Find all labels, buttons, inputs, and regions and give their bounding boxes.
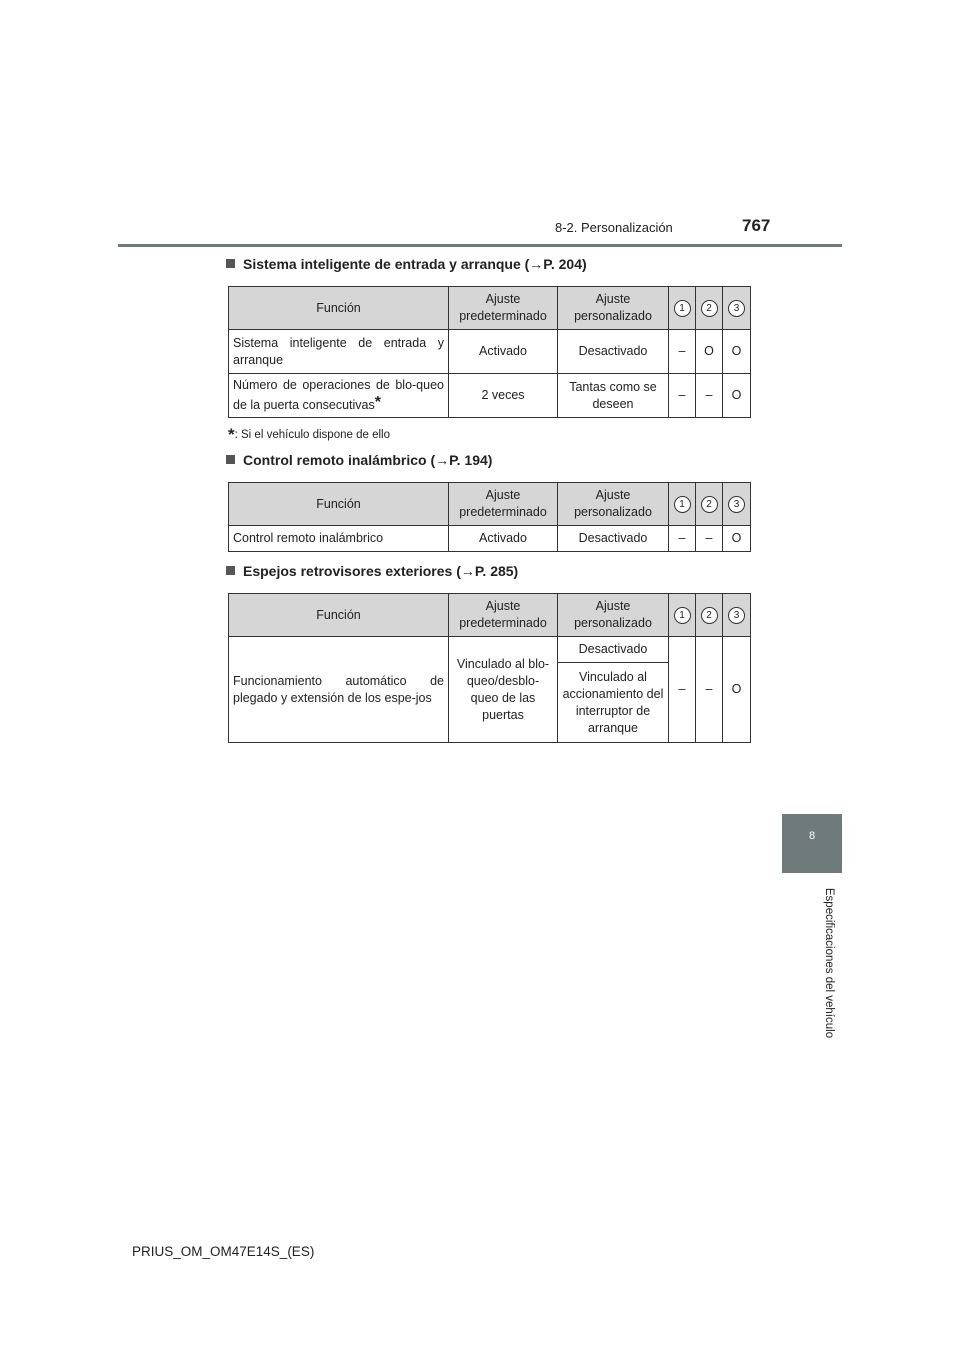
section-heading-espejos [226, 563, 518, 579]
table-header-row [229, 287, 751, 330]
circled-number-1-icon: 1 [674, 607, 691, 624]
section-heading-text: Sistema inteligente de entrada y arranque (→P. 204) [243, 256, 587, 272]
square-bullet-icon [226, 455, 235, 464]
header-default: Ajuste predeterminado [449, 287, 558, 330]
header-default: Ajuste predeterminado [449, 594, 558, 637]
header-function: Función [229, 594, 449, 637]
cell-default: 2 veces [449, 374, 558, 418]
settings-table-espejos [228, 593, 751, 743]
section-heading-text: Control remoto inalámbrico (→P. 194) [243, 452, 493, 468]
cell-mark-1: – [669, 374, 696, 418]
header-custom: Ajuste personalizado [558, 594, 669, 637]
header-col-2 [696, 287, 723, 330]
cell-custom: Desactivado [558, 330, 669, 374]
section-title: 8-2. Personalización [555, 220, 673, 235]
section-heading-control-remoto [226, 452, 492, 468]
cell-mark-2: – [696, 637, 723, 743]
header-col-3 [723, 594, 751, 637]
chapter-tab [782, 814, 842, 873]
circled-number-2-icon: 2 [701, 496, 718, 513]
header-divider [118, 244, 842, 247]
settings-table-entrada-arranque [228, 286, 751, 418]
footnote [228, 425, 390, 445]
table-row [229, 637, 751, 663]
header-default: Ajuste predeterminado [449, 483, 558, 526]
table-row [229, 330, 751, 374]
cell-function: Sistema inteligente de entrada y arranque [229, 330, 449, 374]
cell-function-text: Número de operaciones de blo-queo de la puerta consecutivas [233, 378, 444, 412]
header-col-3 [723, 483, 751, 526]
cell-custom-option-b: Vinculado al accionamiento del interruptor de arranque [558, 663, 669, 743]
header-col-1 [669, 594, 696, 637]
chapter-number: 8 [808, 830, 816, 842]
header-custom: Ajuste personalizado [558, 287, 669, 330]
cell-mark-3: O [723, 637, 751, 743]
cell-mark-1: – [669, 330, 696, 374]
cell-mark-1: – [669, 526, 696, 552]
footnote-marker: * [374, 394, 381, 411]
settings-table-control-remoto [228, 482, 751, 552]
cell-default: Vinculado al blo-queo/desblo-queo de las puertas [449, 637, 558, 743]
header-function: Función [229, 287, 449, 330]
table-row [229, 526, 751, 552]
circled-number-2-icon: 2 [701, 300, 718, 317]
cell-custom-option-a: Desactivado [558, 637, 669, 663]
cell-function [229, 374, 449, 418]
cell-mark-2: – [696, 374, 723, 418]
header-col-2 [696, 483, 723, 526]
circled-number-1-icon: 1 [674, 300, 691, 317]
header-col-3 [723, 287, 751, 330]
cell-mark-2: – [696, 526, 723, 552]
circled-number-3-icon: 3 [728, 607, 745, 624]
section-heading-text: Espejos retrovisores exteriores (→P. 285) [243, 563, 519, 579]
table-row [229, 374, 751, 418]
square-bullet-icon [226, 566, 235, 575]
cell-mark-2: O [696, 330, 723, 374]
circled-number-2-icon: 2 [701, 607, 718, 624]
square-bullet-icon [226, 259, 235, 268]
circled-number-3-icon: 3 [728, 300, 745, 317]
circled-number-3-icon: 3 [728, 496, 745, 513]
table-header-row [229, 594, 751, 637]
circled-number-1-icon: 1 [674, 496, 691, 513]
cell-default: Activado [449, 330, 558, 374]
footnote-star: * [228, 425, 235, 444]
cell-function: Control remoto inalámbrico [229, 526, 449, 552]
header-col-2 [696, 594, 723, 637]
cell-custom: Desactivado [558, 526, 669, 552]
table-header-row [229, 483, 751, 526]
header-custom: Ajuste personalizado [558, 483, 669, 526]
cell-mark-3: O [723, 374, 751, 418]
page-number: 767 [742, 216, 771, 235]
header-function: Función [229, 483, 449, 526]
cell-custom: Tantas como se deseen [558, 374, 669, 418]
cell-mark-1: – [669, 637, 696, 743]
footnote-text: : Si el vehículo dispone de ello [234, 429, 390, 441]
header-col-1 [669, 287, 696, 330]
cell-mark-3: O [723, 330, 751, 374]
document-code: PRIUS_OM_OM47E14S_(ES) [132, 1244, 315, 1259]
header-col-1 [669, 483, 696, 526]
cell-mark-3: O [723, 526, 751, 552]
cell-function: Funcionamiento automático de plegado y extensión de los espe-jos [229, 637, 449, 743]
cell-default: Activado [449, 526, 558, 552]
section-heading-entrada-arranque [226, 256, 587, 272]
chapter-label: Especificaciones del vehículo [823, 887, 835, 1039]
